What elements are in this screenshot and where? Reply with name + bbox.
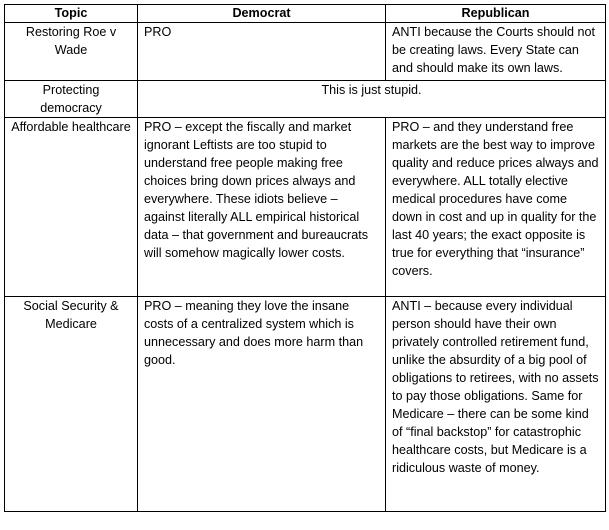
table-row — [5, 297, 606, 512]
democrat-cell — [138, 23, 386, 81]
republican-text: PRO – and they understand free markets are the best way to improve quality and reduce prices always and everywhere. ALL totally elective medical procedures have come down in cost and up in quality for the last 40 years; the exact opposite is true for everything that “insurance” covers. — [392, 120, 599, 278]
republican-cell — [386, 297, 606, 512]
topic-text: Restoring Roe v Wade — [25, 25, 117, 57]
topic-cell — [5, 81, 138, 118]
topic-cell — [5, 297, 138, 512]
comparison-table — [4, 4, 606, 512]
header-democrat: Democrat — [138, 5, 386, 23]
table-row — [5, 118, 606, 297]
topic-cell — [5, 118, 138, 297]
democrat-text: PRO – meaning they love the insane costs of a centralized system which is unnecessary and does more harm than good. — [144, 299, 364, 367]
topic-text: Social Security & Medicare — [23, 299, 119, 331]
republican-text: ANTI because the Courts should not be creating laws. Every State can and should make its own laws. — [392, 25, 596, 75]
republican-text: ANTI – because every individual person should have their own privately controlled retirement fund, unlike the absurdity of a big pool of obligations to retirees, with no assets to pay those obligations. Same for Medicare – there can be some kind of “final backstop” for catastrophic healthcare costs, but Medicare is a ridiculous waste of money. — [392, 299, 599, 475]
republican-cell — [386, 23, 606, 81]
merged-text: This is just stupid. — [321, 83, 422, 97]
table-row — [5, 23, 606, 81]
header-row — [5, 5, 606, 23]
democrat-text: PRO – except the fiscally and market ignorant Leftists are too stupid to understand free people making free choices bring down prices always and everywhere. These idiots believe – against literally ALL empirical historical data – that government and bureaucrats will somehow magically lower costs. — [144, 120, 369, 260]
header-republican: Republican — [386, 5, 606, 23]
democrat-cell — [138, 118, 386, 297]
democrat-cell — [138, 297, 386, 512]
topic-text: Affordable healthcare — [11, 120, 131, 134]
republican-cell — [386, 118, 606, 297]
header-topic: Topic — [5, 5, 138, 23]
democrat-text: PRO — [144, 25, 172, 39]
merged-cell — [138, 81, 606, 118]
table-row — [5, 81, 606, 118]
topic-text: Protecting democracy — [40, 83, 102, 115]
topic-cell — [5, 23, 138, 81]
